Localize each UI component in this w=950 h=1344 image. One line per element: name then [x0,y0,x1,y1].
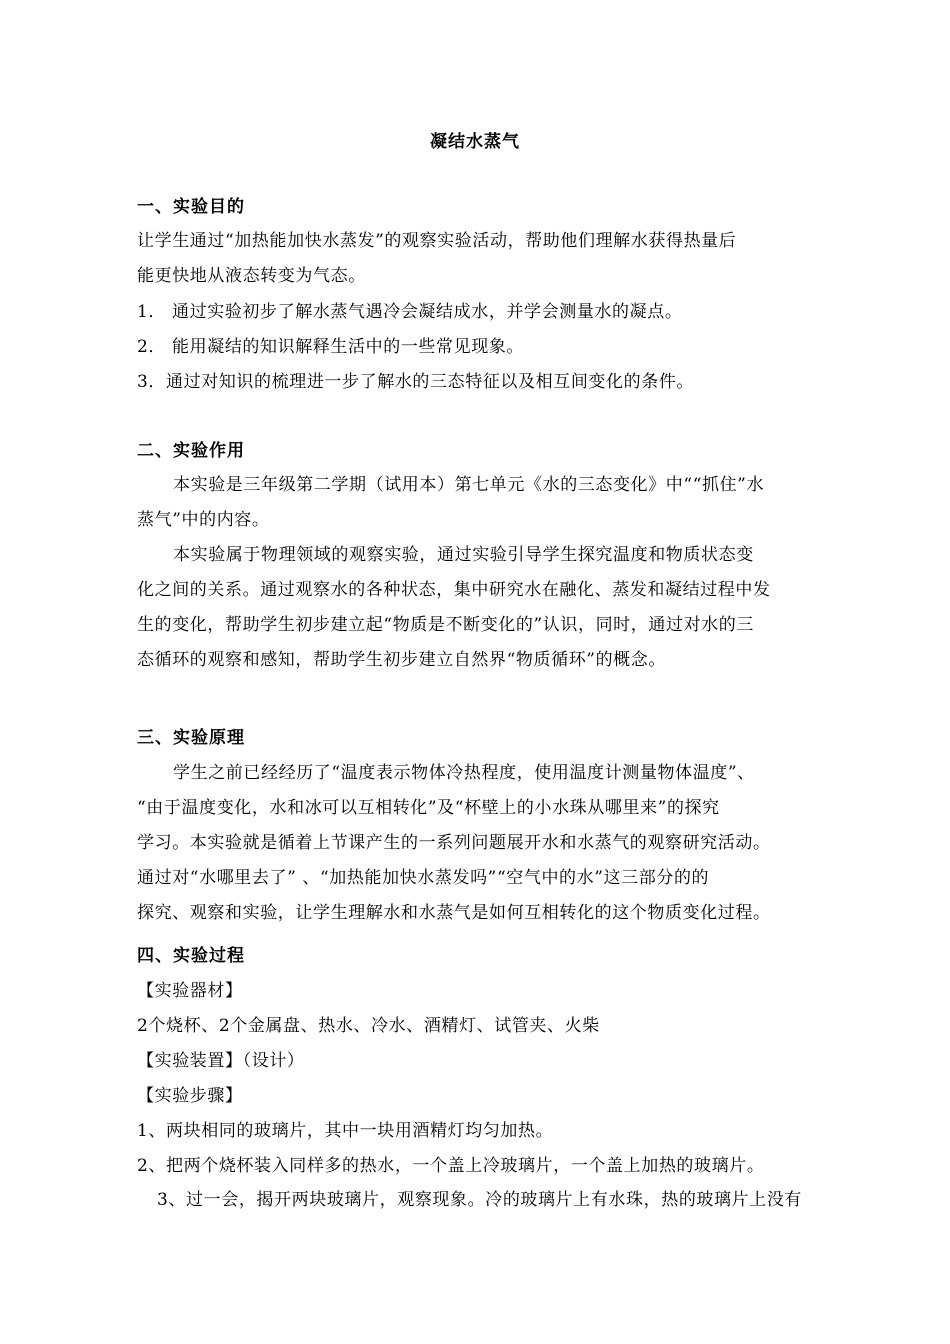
step-2: 2、把两个烧杯装入同样多的热水，一个盖上冷玻璃片，一个盖上加热的玻璃片。 [137,1156,765,1176]
section-1-item-3: 3．通过对知识的梳理进一步了解水的三态特征以及相互间变化的条件。 [137,372,695,392]
section-2-paragraph-2-line-3: 生的变化，帮助学生初步建立起“物质是不断变化的”认识，同时，通过对水的三 [137,615,754,635]
section-3-line-4: 通过对“水哪里去了” 、“加热能加快水蒸发吗”“空气中的水”这三部分的的 [137,868,710,888]
section-3-line-2: “由于温度变化，水和冰可以互相转化”及“杯壁上的小水珠从哪里来”的探究 [137,798,720,818]
section-1-heading: 一、实验目的 [137,197,245,217]
section-2-paragraph-1-line-2: 蒸气”中的内容。 [137,510,270,530]
section-2-paragraph-2-line-2: 化之间的关系。通过观察水的各种状态，集中研究水在融化、蒸发和凝结过程中发 [137,580,771,600]
section-3-heading: 三、实验原理 [137,728,245,748]
section-2-paragraph-1-line-1: 本实验是三年级第二学期（试用本）第七单元《水的三态变化》中““抓住”水 [173,475,765,495]
step-1: 1、两块相同的玻璃片，其中一块用酒精灯均匀加热。 [137,1121,554,1141]
materials-list: 2个烧杯、2个金属盘、热水、冷水、酒精灯、试管夹、火柴 [137,1016,600,1036]
section-3-line-3: 学习。本实验就是循着上节课产生的一系列问题展开水和水蒸气的观察研究活动。 [137,833,771,853]
section-2-paragraph-2-line-1: 本实验属于物理领域的观察实验，通过实验引导学生探究温度和物质状态变 [173,545,754,565]
step-3: 3、过一会，揭开两块玻璃片，观察现象。冷的玻璃片上有水珠，热的玻璃片上没有 [157,1190,803,1210]
section-1-item-1: 1． 通过实验初步了解水蒸气遇冷会凝结成水，并学会测量水的凝点。 [137,302,683,322]
section-3-line-5: 探究、观察和实验，让学生理解水和水蒸气是如何互相转化的这个物质变化过程。 [137,903,771,923]
device-label: 【实验装置】（设计） [137,1051,305,1071]
section-2-paragraph-2-line-4: 态循环的观察和感知，帮助学生初步建立自然界“物质循环”的概念。 [137,650,666,670]
steps-label: 【实验步骤】 [137,1086,243,1106]
materials-label: 【实验器材】 [137,981,243,1001]
section-4-heading: 四、实验过程 [137,946,245,966]
section-2-heading: 二、实验作用 [137,441,245,461]
section-1-intro-line-1: 让学生通过“加热能加快水蒸发”的观察实验活动，帮助他们理解水获得热量后 [137,231,737,251]
section-1-item-2: 2． 能用凝结的知识解释生活中的一些常见现象。 [137,337,525,357]
document-title: 凝结水蒸气 [430,132,520,152]
section-1-intro-line-2: 能更快地从液态转变为气态。 [137,266,366,286]
section-3-line-1: 学生之前已经经历了“温度表示物体冷热程度，使用温度计测量物体温度”、 [173,763,755,783]
